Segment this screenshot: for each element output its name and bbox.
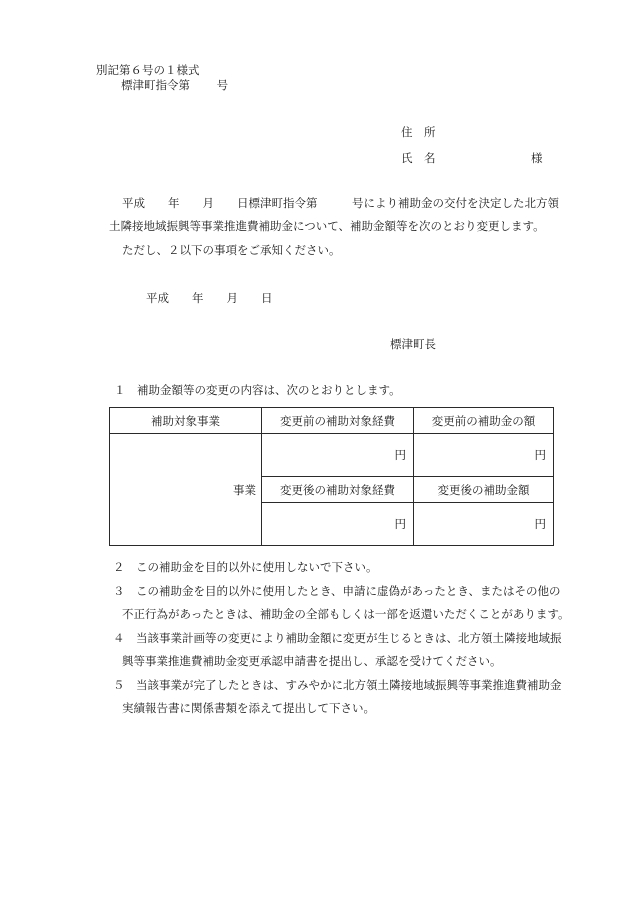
item-2: ２ この補助金を目的以外に使用しないで下さい。 [113, 560, 378, 574]
issuer: 標津町長 [390, 337, 436, 351]
item-3-line-1: ３ この補助金を目的以外に使用したとき、申請に虚偽があったとき、またはその他の [113, 584, 561, 598]
body-line-3: ただし、２以下の事項をご承知ください。 [122, 243, 341, 257]
grant-change-table [109, 407, 554, 546]
honorific: 様 [531, 151, 543, 165]
item-3-line-2: 不正行為があったときは、補助金の全部もしくは一部を返還いただくことがあります。 [122, 607, 570, 621]
item-4-line-1: ４ 当該事業計画等の変更により補助金額に変更が生じるときは、北方領土隣接地域振 [113, 631, 562, 645]
header-before-cost: 変更前の補助対象経費 [262, 408, 414, 434]
name-label: 氏 名 [401, 151, 436, 165]
header-after-grant: 変更後の補助金額 [414, 477, 554, 503]
before-grant-yen: 円 [414, 434, 554, 477]
item-4-line-2: 興等事業推進費補助金変更承認申請書を提出し、承認を受けてください。 [122, 654, 502, 668]
before-cost-yen: 円 [262, 434, 414, 477]
form-id: 別記第６号の１様式 [96, 63, 200, 77]
reference-number: 標津町指令第 号 [121, 78, 229, 92]
body-line-1: 平成 年 月 日標津町指令第 号により補助金の交付を決定した北方領 [122, 196, 559, 210]
item-5-line-2: 実績報告書に関係書類を添えて提出して下さい。 [122, 701, 375, 715]
date-line: 平成 年 月 日 [146, 291, 273, 305]
header-project: 補助対象事業 [110, 408, 262, 434]
after-cost-yen: 円 [262, 503, 414, 546]
project-cell: 事業 [110, 434, 262, 546]
header-after-cost: 変更後の補助対象経費 [262, 477, 414, 503]
item-1: １ 補助金額等の変更の内容は、次のとおりとします。 [114, 383, 401, 397]
body-line-2: 土隣接地域振興等事業推進費補助金について、補助金額等を次のとおり変更します。 [109, 219, 545, 233]
address-label: 住 所 [401, 125, 436, 139]
header-before-grant: 変更前の補助金の額 [414, 408, 554, 434]
item-5-line-1: ５ 当該事業が完了したときは、すみやかに北方領土隣接地域振興等事業推進費補助金 [113, 678, 562, 692]
after-grant-yen: 円 [414, 503, 554, 546]
